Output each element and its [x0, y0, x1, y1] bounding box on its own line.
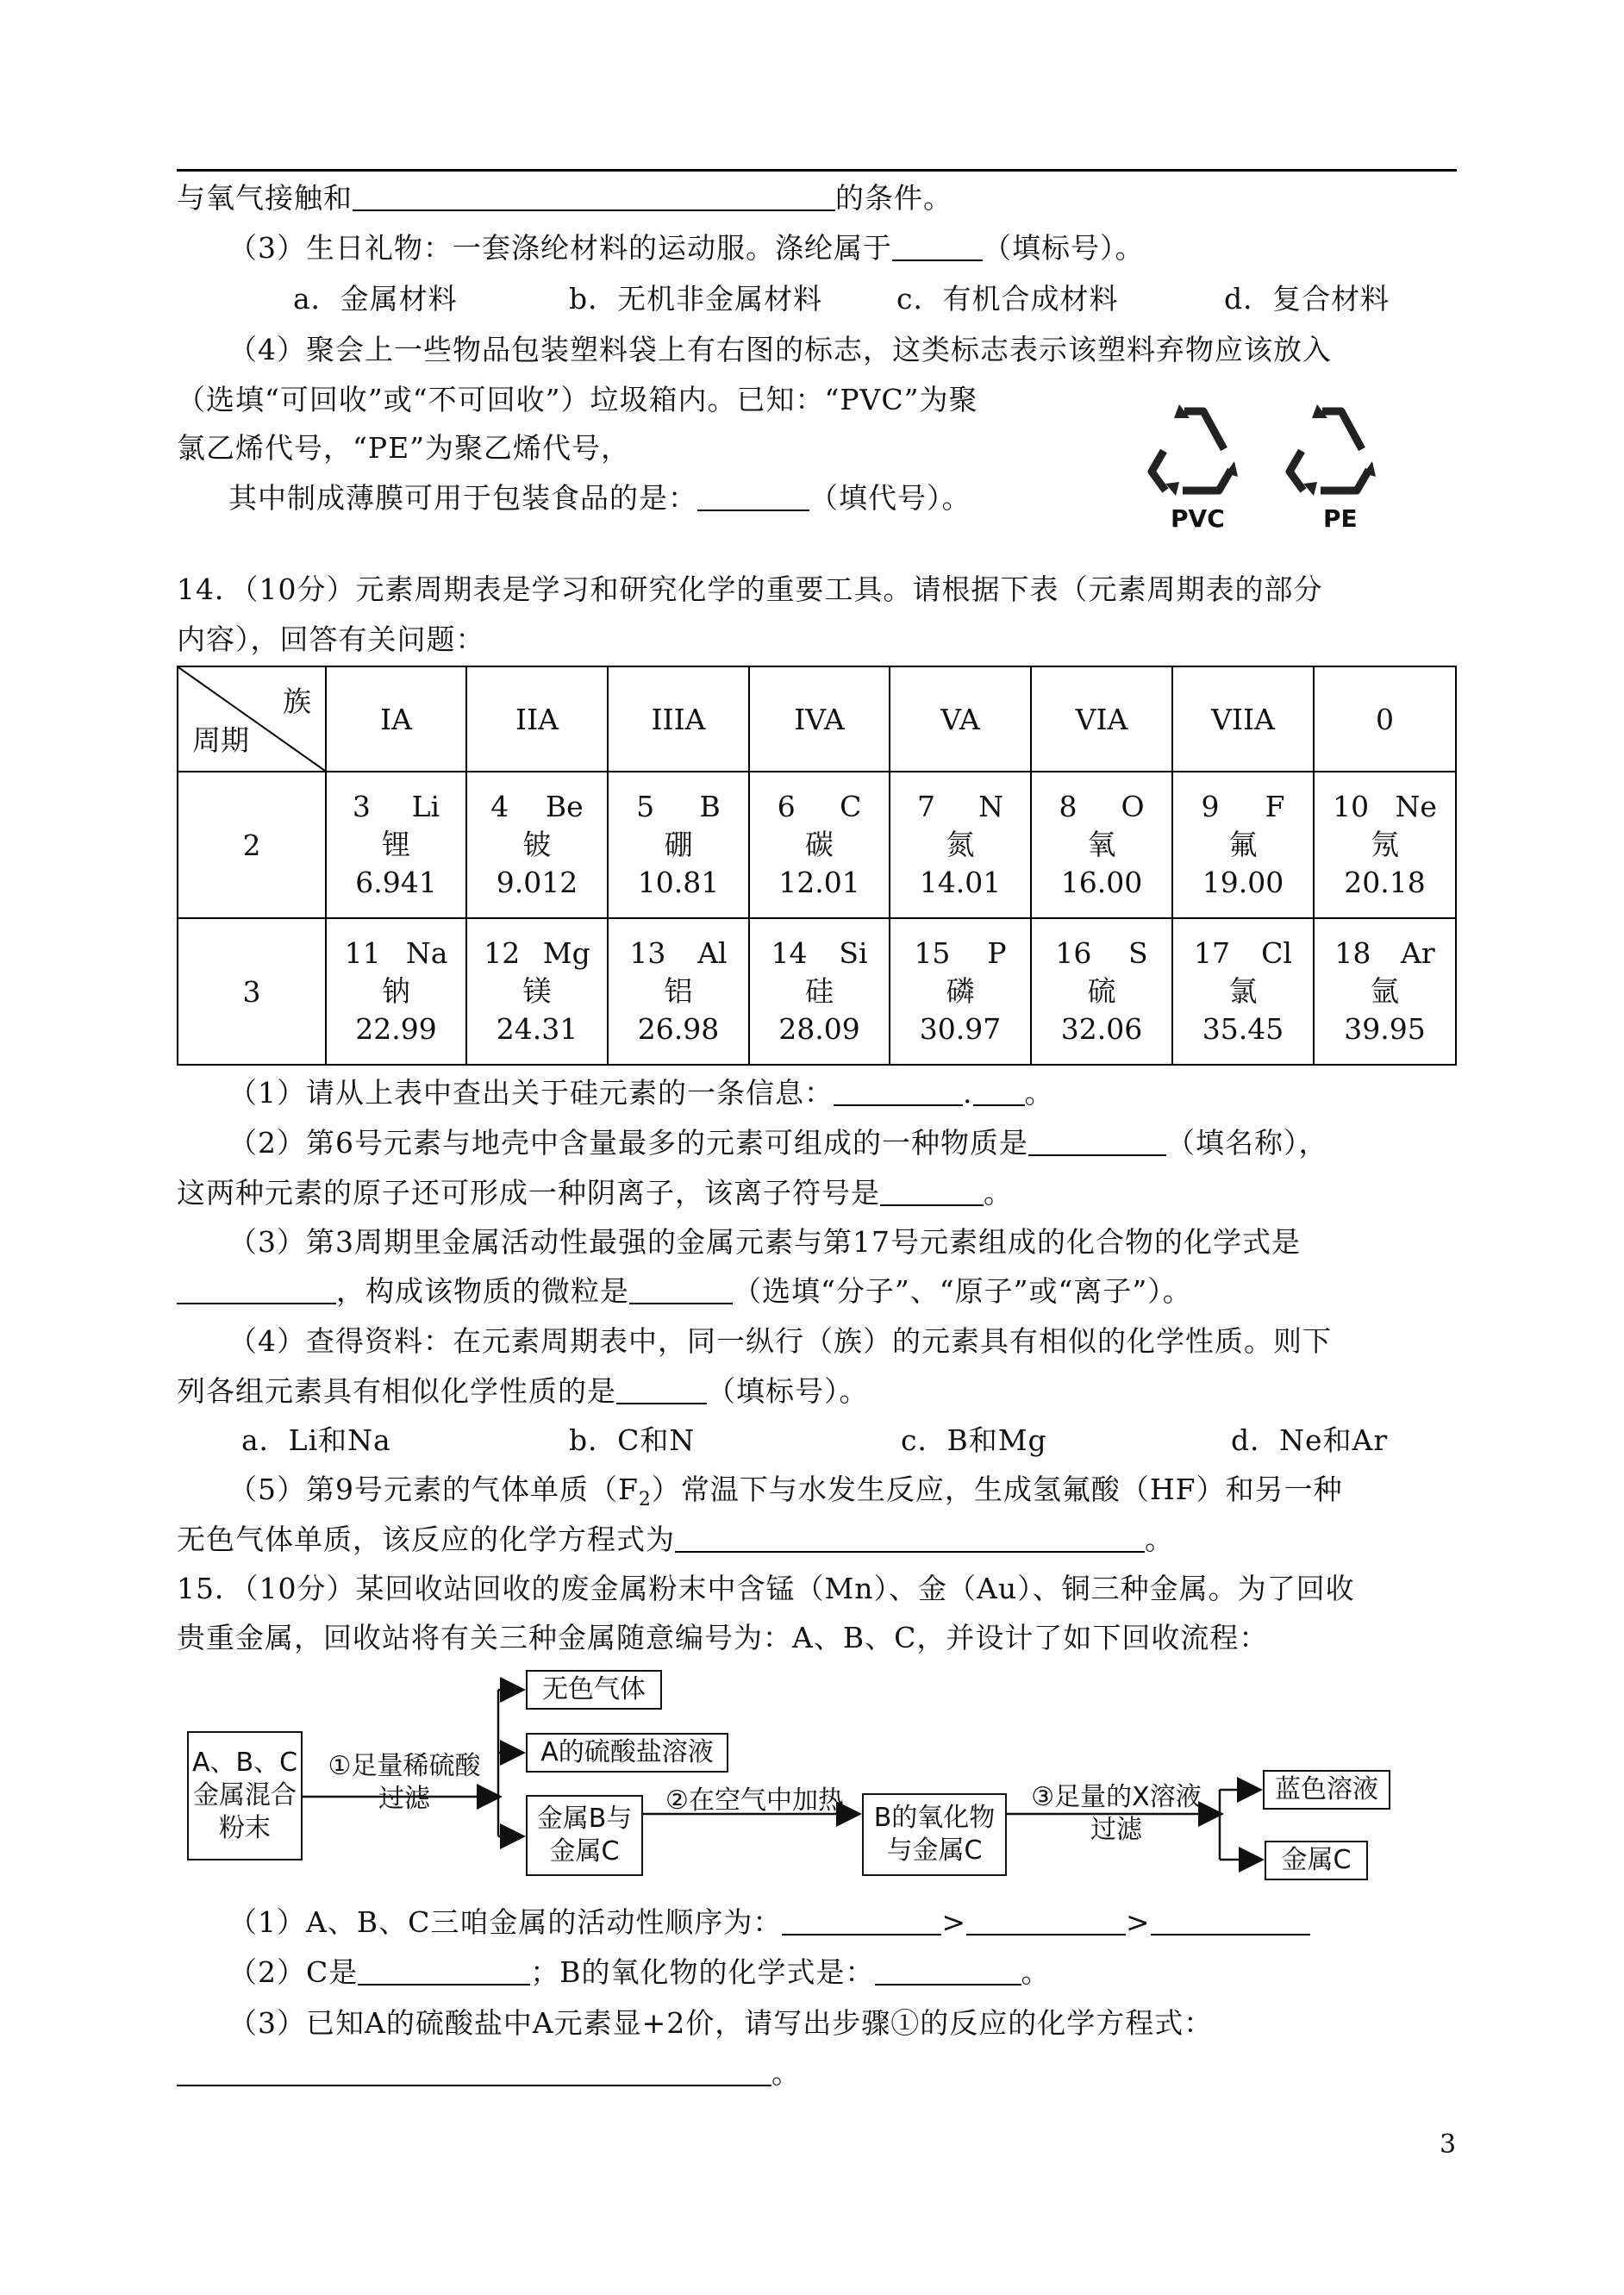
q14-sub3-end: （选填“分子”、“原子”或“离子”）。	[733, 1274, 1192, 1308]
flow-step1-line1: ①足量稀硫酸	[328, 1751, 481, 1781]
element-symbol: Ar	[1401, 936, 1435, 970]
atomic-number: 16	[1055, 936, 1092, 970]
q14-option-c: c．B和Mg	[901, 1423, 1047, 1457]
element-symbol: O	[1121, 790, 1145, 823]
atomic-mass: 24.31	[496, 1012, 578, 1046]
answer-blank[interactable]	[177, 2059, 771, 2086]
q15-sub3-end: 。	[771, 2056, 801, 2090]
answer-blank[interactable]	[358, 1958, 530, 1985]
atomic-number: 3	[352, 790, 371, 823]
flow-oxide-line1: B的氧化物	[873, 1803, 996, 1833]
flow-step3-label	[1013, 1781, 1220, 1847]
flow-oxide-box	[862, 1793, 1007, 1876]
atomic-number: 9	[1201, 790, 1220, 823]
group-header: IA	[326, 666, 466, 772]
element-name: 硫	[1087, 974, 1116, 1008]
atomic-mass: 30.97	[919, 1012, 1002, 1046]
atomic-number: 10	[1333, 790, 1370, 823]
flow-start-line1: A、B、C	[191, 1748, 298, 1778]
element-name: 氟	[1228, 828, 1258, 861]
q15-sub2-mid: ；B的氧化物的化学式是：	[530, 1955, 875, 1989]
element-name: 碳	[805, 828, 834, 861]
q14-sub2b-end: 。	[984, 1176, 1013, 1210]
atomic-number: 4	[490, 790, 509, 823]
element-name: 钠	[382, 974, 410, 1008]
q13-line0-text: 与氧气接触和	[177, 181, 353, 215]
q14-sub5-line2-text: 无色气体单质，该反应的化学方程式为	[177, 1523, 675, 1556]
atomic-mass: 16.00	[1060, 866, 1143, 899]
q14-sub5-text-cont: ）常温下与水发生反应，生成氢氟酸（HF）和另一种	[651, 1473, 1343, 1506]
q14-option-b: b．C和N	[569, 1423, 696, 1457]
element-symbol: Mg	[542, 936, 590, 970]
q15-intro-line1: 15．（10分）某回收站回收的废金属粉末中含锰（Mn）、金（Au）、铜三种金属。为了回收	[177, 1572, 1355, 1605]
atomic-mass: 32.06	[1060, 1012, 1143, 1046]
q14-sub1-dot: .	[963, 1076, 973, 1110]
element-symbol: Al	[697, 936, 728, 970]
element-name: 硅	[805, 974, 834, 1008]
q13-part4-line4-end: （填代号）。	[809, 481, 971, 515]
atomic-mass: 12.01	[778, 866, 860, 899]
q14-sub2-text: （2）第6号元素与地壳中含量最多的元素可组成的一种物质是	[228, 1126, 1028, 1160]
q14-option-a: a．Li和Na	[241, 1423, 391, 1457]
flow-metal-c-box: 金属C	[1265, 1841, 1368, 1880]
corner-label-period: 周期	[192, 723, 249, 757]
atomic-number: 14	[771, 936, 808, 970]
element-name: 硼	[664, 828, 693, 861]
atomic-number: 6	[777, 790, 796, 823]
q14-sub3-mid: ，构成该物质的微粒是	[336, 1274, 629, 1308]
answer-blank[interactable]	[875, 1958, 1021, 1985]
greater-than-sign: >	[1125, 1905, 1151, 1939]
element-name: 氮	[946, 828, 975, 861]
element-symbol: N	[978, 790, 1003, 823]
answer-blank[interactable]	[966, 1908, 1126, 1935]
q15-sub1	[228, 1905, 1310, 1940]
q13-part4-line2: （选填“可回收”或“不可回收”）垃圾箱内。已知：“PVC”为聚	[177, 383, 978, 416]
element-name: 锂	[382, 828, 410, 861]
q13-option-c: c．有机合成材料	[896, 282, 1119, 316]
page-number: 3	[1440, 2129, 1457, 2160]
element-name: 铍	[522, 828, 552, 861]
logo-label-pvc: PVC	[1171, 504, 1225, 533]
q14-sub2b-text: 这两种元素的原子还可形成一种阴离子，该离子符号是	[177, 1176, 880, 1210]
flow-step3-line2: 过滤	[1090, 1815, 1142, 1845]
flow-metals-bc-line1: 金属B与	[536, 1804, 633, 1834]
element-symbol: Si	[839, 936, 868, 970]
atomic-number: 13	[629, 936, 666, 970]
flow-metals-bc-box	[526, 1795, 643, 1876]
atomic-mass: 19.00	[1202, 866, 1284, 899]
q14-sub2-end: （填名称），	[1166, 1126, 1328, 1160]
q15-sub2	[228, 1955, 1051, 1990]
element-name: 氩	[1371, 974, 1399, 1008]
q13-line0-end: 的条件。	[835, 181, 953, 215]
subscript-2: 2	[638, 1489, 652, 1510]
atomic-number: 12	[484, 936, 521, 970]
flow-oxide-line2: 与金属C	[886, 1835, 983, 1866]
q13-part3-text: （3）生日礼物：一套涤纶材料的运动服。涤纶属于	[228, 231, 892, 265]
corner-label-group: 族	[283, 685, 311, 718]
atomic-mass: 9.012	[496, 866, 578, 899]
element-symbol: B	[699, 790, 721, 823]
greater-than-sign: >	[941, 1905, 966, 1939]
atomic-mass: 26.98	[637, 1012, 720, 1046]
q14-sub1-end: 。	[1024, 1076, 1054, 1110]
q14-sub4-text: 列各组元素具有相似化学性质的是	[177, 1374, 616, 1408]
element-name: 铝	[664, 974, 693, 1008]
atomic-number: 8	[1059, 790, 1077, 823]
atomic-number: 11	[344, 936, 381, 970]
atomic-number: 15	[914, 936, 951, 970]
element-symbol: C	[840, 790, 862, 823]
atomic-mass: 10.81	[637, 866, 720, 899]
q13-part4-line4-text: 其中制成薄膜可用于包装食品的是：	[228, 481, 697, 515]
group-header: VA	[890, 666, 1031, 772]
atomic-number: 5	[636, 790, 655, 823]
q13-part3-end: （填标号）。	[983, 231, 1145, 265]
q15-sub2-text: （2）C是	[228, 1955, 359, 1989]
element-symbol: P	[987, 936, 1007, 970]
q15-intro-line2: 贵重金属，回收站将有关三种金属随意编号为：A、B、C，并设计了如下回收流程：	[177, 1621, 1269, 1654]
element-symbol: Cl	[1261, 936, 1292, 970]
q14-sub3-line1: （3）第3周期里金属活动性最强的金属元素与第17号元素组成的化合物的化学式是	[228, 1225, 1301, 1259]
q15-sub3-line2	[177, 2056, 801, 2091]
atomic-number: 18	[1334, 936, 1371, 970]
period-label: 2	[178, 772, 326, 918]
flow-sulfate-box: A的硫酸盐溶液	[526, 1733, 728, 1773]
group-header: 0	[1314, 666, 1456, 772]
logo-label-pe: PE	[1323, 504, 1358, 533]
flow-step1-line2: 过滤	[378, 1784, 430, 1814]
q15-sub2-end: 。	[1021, 1955, 1051, 1989]
q13-option-b: b．无机非金属材料	[569, 282, 823, 316]
element-symbol: Li	[411, 790, 440, 823]
flow-gas-box: 无色气体	[526, 1670, 662, 1710]
group-header: VIA	[1031, 666, 1172, 772]
q14-option-d: d．Ne和Ar	[1231, 1423, 1389, 1457]
atomic-mass: 39.95	[1344, 1012, 1426, 1046]
q13-part4-line3: 氯乙烯代号，“PE”为聚乙烯代号，	[177, 431, 631, 465]
atomic-number: 7	[917, 790, 936, 823]
element-name: 镁	[522, 974, 552, 1008]
flow-blue-solution-box: 蓝色溶液	[1263, 1770, 1390, 1810]
atomic-mass: 6.941	[355, 866, 437, 899]
q14-sub1-text: （1）请从上表中查出关于硅元素的一条信息：	[228, 1076, 834, 1110]
q15-sub1-text: （1）A、B、C三咱金属的活动性顺序为：	[228, 1905, 783, 1939]
element-symbol: Be	[545, 790, 584, 823]
atomic-mass: 35.45	[1202, 1012, 1284, 1046]
element-name: 氧	[1087, 828, 1116, 861]
group-header: IVA	[749, 666, 890, 772]
flow-step2-label: ②在空气中加热	[665, 1785, 844, 1816]
element-name: 磷	[946, 974, 975, 1008]
flow-step3-line1: ③足量的X溶液	[1031, 1782, 1202, 1812]
element-symbol: F	[1265, 790, 1285, 823]
group-header: IIIA	[608, 666, 749, 772]
q14-sub5-end: 。	[1145, 1523, 1174, 1556]
q14-sub4-line1: （4）查得资料：在元素周期表中，同一纵行（族）的元素具有相似的化学性质。则下	[228, 1324, 1332, 1358]
flow-start-line3: 粉末	[219, 1813, 271, 1843]
element-symbol: S	[1128, 936, 1148, 970]
element-symbol: Na	[405, 936, 448, 970]
answer-blank[interactable]	[1151, 1908, 1310, 1935]
flow-start-box	[187, 1731, 303, 1860]
q13-option-d: d．复合材料	[1224, 282, 1390, 316]
element-name: 氯	[1228, 974, 1258, 1008]
flow-step1-label	[310, 1750, 498, 1816]
flow-metals-bc-line2: 金属C	[549, 1836, 620, 1867]
answer-blank[interactable]	[782, 1908, 941, 1935]
atomic-number: 17	[1194, 936, 1231, 970]
q15-sub3: （3）已知A的硫酸盐中A元素显+2价，请写出步骤①的反应的化学方程式：	[228, 2006, 1214, 2040]
q14-intro-line1: 14．（10分）元素周期表是学习和研究化学的重要工具。请根据下表（元素周期表的部分	[177, 572, 1323, 606]
q13-part4-line1: （4）聚会上一些物品包装塑料袋上有右图的标志，这类标志表示该塑料弃物应该放入	[228, 333, 1332, 366]
q14-sub5-text: （5）第9号元素的气体单质（F	[228, 1473, 639, 1506]
period-label: 3	[178, 918, 326, 1065]
atomic-mass: 20.18	[1344, 866, 1426, 899]
group-header: IIA	[466, 666, 608, 772]
element-name: 氖	[1371, 828, 1399, 861]
q13-option-a: a．金属材料	[293, 282, 458, 316]
element-symbol: Ne	[1395, 790, 1437, 823]
atomic-mass: 22.99	[355, 1012, 437, 1046]
atomic-mass: 28.09	[778, 1012, 860, 1046]
group-header: VIIA	[1172, 666, 1314, 772]
q14-intro-line2: 内容），回答有关问题：	[177, 622, 485, 656]
atomic-mass: 14.01	[919, 866, 1002, 899]
flow-start-line2: 金属混合	[193, 1780, 297, 1810]
q14-sub4-end: （填标号）。	[707, 1374, 869, 1408]
